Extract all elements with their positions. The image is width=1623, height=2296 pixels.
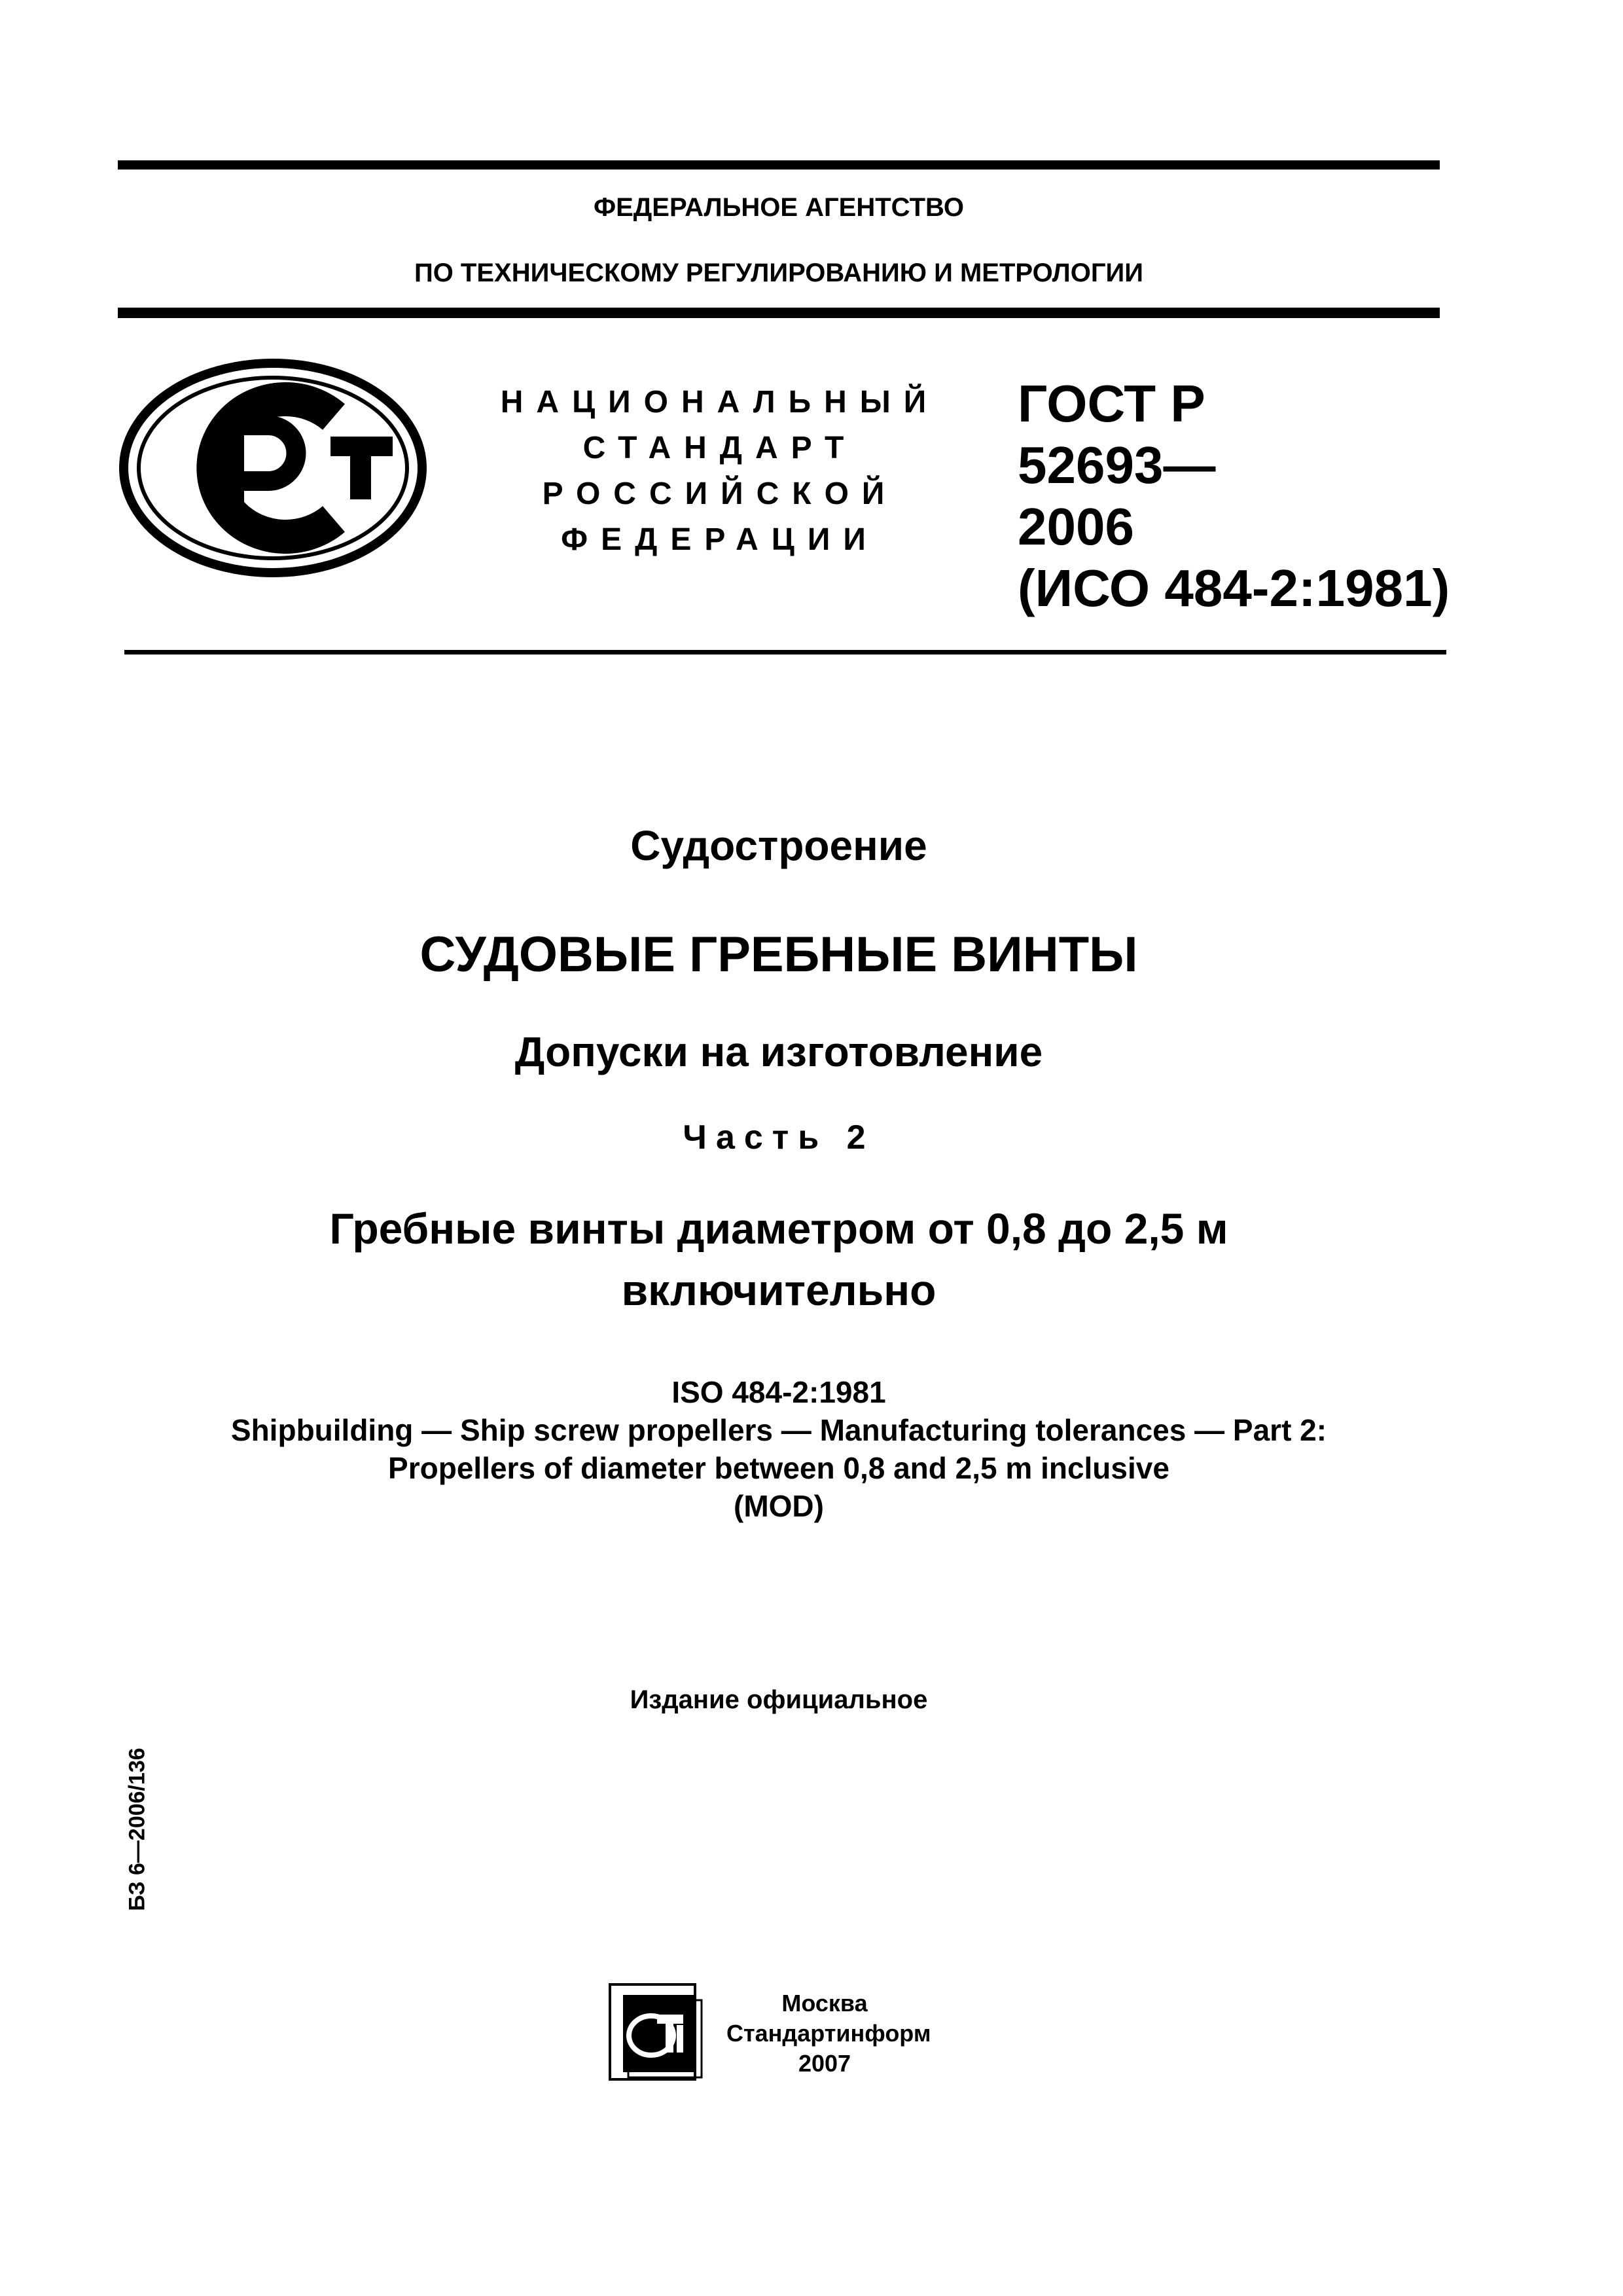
standard-type-line2: СТАНДАРТ (582, 431, 857, 465)
designation-line2: 52693— (1018, 436, 1216, 494)
iso-title-line1: Shipbuilding — Ship screw propellers — Manufacturing tolerances — Part 2: (230, 1413, 1327, 1447)
subtitle: Допуски на изготовление (514, 1028, 1043, 1075)
iso-code: ISO 484-2:1981 (671, 1375, 886, 1409)
designation-rule (124, 650, 1446, 655)
part-title-line1: Гребные винты диаметром от 0,8 до 2,5 м (329, 1204, 1228, 1253)
publisher-year: 2007 (798, 2050, 851, 2077)
header-rule (118, 308, 1440, 318)
publisher-name: Стандартинформ (726, 2020, 931, 2047)
publisher-block (726, 1988, 931, 2079)
designation-line4: (ИСО 484-2:1981) (1018, 559, 1450, 617)
standard-type-line1: НАЦИОНАЛЬНЫЙ (500, 385, 940, 420)
part-number: Часть 2 (683, 1119, 875, 1157)
side-code-text: БЗ 6—2006/136 (124, 1748, 150, 1911)
designation-line3: 2006 (1018, 497, 1134, 556)
standartinform-logo-icon (609, 1983, 707, 2085)
iso-title-line2: Propellers of diameter between 0,8 and 2,5 m inclusive (388, 1451, 1169, 1485)
standard-designation (1018, 373, 1476, 619)
iso-modification: (MOD) (734, 1489, 824, 1523)
side-code (123, 1731, 152, 1928)
standard-type-block (497, 380, 942, 563)
top-rule (118, 160, 1440, 170)
standard-type-line3: РОССИЙСКОЙ (542, 476, 898, 511)
sector-title: Судостроение (630, 822, 927, 869)
designation-line1: ГОСТ Р (1018, 374, 1205, 433)
official-edition: Издание официальное (630, 1685, 928, 1714)
agency-name-line1: ФЕДЕРАЛЬНОЕ АГЕНТСТВО (593, 193, 965, 222)
publisher-city: Москва (781, 1990, 868, 2017)
rst-logo-icon (118, 357, 429, 579)
main-title: СУДОВЫЕ ГРЕБНЫЕ ВИНТЫ (419, 927, 1138, 982)
standard-type-line4: ФЕДЕРАЦИИ (561, 522, 879, 557)
part-title (118, 1198, 1440, 1321)
agency-name-line2: ПО ТЕХНИЧЕСКОМУ РЕГУЛИРОВАНИЮ И МЕТРОЛОГИИ (414, 259, 1144, 287)
iso-reference (118, 1373, 1440, 1525)
part-title-line2: включительно (621, 1266, 936, 1314)
